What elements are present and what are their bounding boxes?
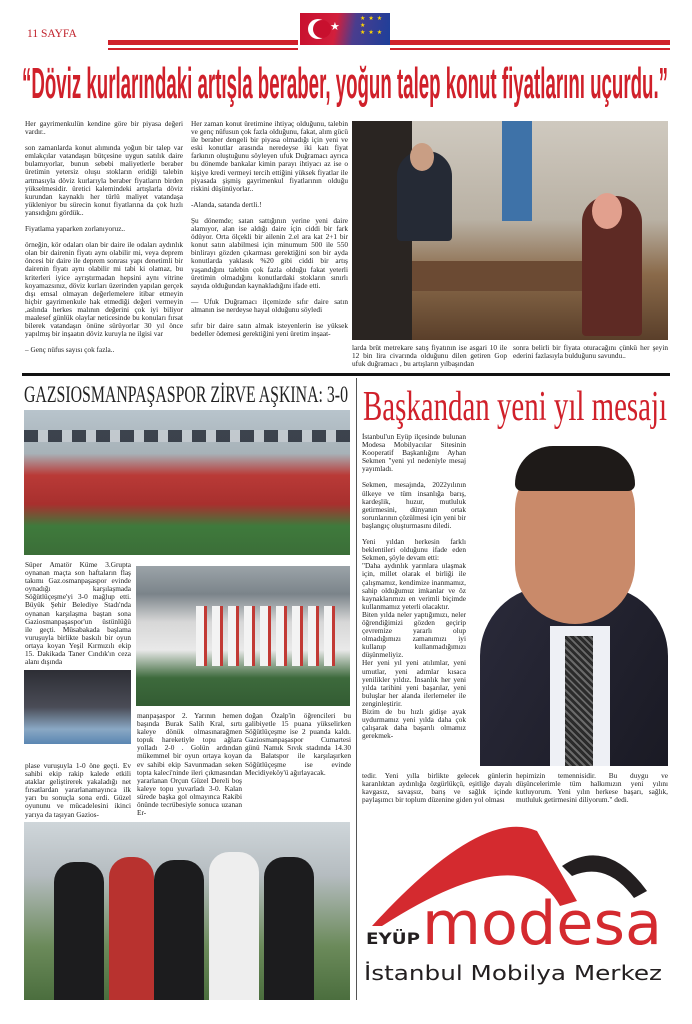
office-photo <box>352 121 668 340</box>
paragraph: Her gayrimenkulün kendine göre bir piyasa değeri vardır.. <box>25 119 183 137</box>
article1-col3: larda brüt metrekare satış fiyatının ise asgari 10 ile 12 bin lira civarında olduğunu dilen getiren Gop ufuk duğramacı , bu artışların yılbaşından <box>352 343 507 369</box>
article1-col2 <box>191 120 348 346</box>
header-rule <box>390 40 670 45</box>
sports-headline: GAZSIOSMANPAŞASPOR ZİRVE AŞKINA: 3-0 <box>24 382 348 407</box>
article1-col4: sonra belirli bir fiyata oturacağını çünkü her şeyin ederini fazlasıyla bulduğunu savundu.. <box>513 343 668 361</box>
column-divider <box>356 378 357 1000</box>
match-photo <box>136 566 350 706</box>
page-number: 11 SAYFA <box>27 28 77 40</box>
modesa-ad <box>362 826 668 1000</box>
paragraph: Biten yılda neler yaptığımızı, neler öğrendiğimizi gözden geçirip çevremize yararlı olup olmadığımızı zamanımızı iyi kullanıp kullanmadığımızı düşünmeliyiz. <box>362 609 466 660</box>
flag-logo: ★ ★★★ ★ ★★★ <box>300 13 390 45</box>
paragraph: İstanbul'un Eyüp ilçesinde bulunan Modesa Mobilyacılar Sitesinin Kooperatif Başkanlığını Ayhan Sekmen "yeni yıl nedeniyle mesaj yayımladı. <box>362 432 466 474</box>
header-rule <box>108 40 298 45</box>
portrait-photo <box>470 436 668 766</box>
sports-headline-svg <box>24 380 350 408</box>
paragraph: — Ufuk Duğramacı ilçemizde sıfır daire satın almanın ise nerdeyse hayal olduğunu söyledi <box>191 296 348 314</box>
article2-col2: plase vuruşuyla 1-0 öne geçti. Ev sahibi ekip rakip kalede etkili ataklar geliştirerek yakaladığı net fırsatlardan yararlanamayınca ilk yarı bu sonuçla sona erdi. Güzel oyununu ve mücadelesini ikinci yarıya da taşıyan Gazios- <box>25 761 131 819</box>
article2-col4: doğan Özalp'in öğrencileri bu galibiyetle 15 puana yükselirken Söğütlüçeşme ise 2 puanda kaldı. Gaziosmanpaşaspor Cumartesi günü Namık Sıvık stadında 14.30 da Balatspor ile karşılaşırken Söğütlüçeşme ise evinde Mecidiyeköy'ü ağırlayacak. <box>245 711 351 777</box>
paragraph: Her zaman konut üretimine ihtiyaç olduğunu, talebin ve genç nüfusun çok fazla olduğunu, fakat, alım gücü ile beraber dengeli bir piyasa olmadığı için yeni ve eski konutlar arasında neredeyse iki katı fiyat farkının oluştuğunu söyleyen ufuk Duğramacı ayrıca bu dönemde bankalar kimin parayı ihtiyacı az ise o kişiye kredi vermeyi tercih ettiğini yüksek fiyatlar ile piyasada şişmiş gayrimenkul fiyatlarının olduğu riskini düşünüyorlar.. <box>191 119 348 193</box>
team-photo <box>24 410 350 555</box>
article1-col1 <box>25 120 183 362</box>
article2-col3: manpaşaspor 2. Yarının hemen başında Burak Salih Kral, sırtı kaleye dönük olmasınarağmen topuk hareketiyle topu ağlara yolladı 2-0 . Golün ardından mükemmel bir oyun ortaya koyan ev sahibi ekip Savunmadan seken topta kaleci'ninde ileri çıkmasından yararlanan Orçun Güzel Dereli boş kaleye topu yuvarladı 3-0. Kalan sürede başka gol olmayınca Rakibi önünde tecrübesiyle sonuca uzanan Er- <box>137 711 242 818</box>
paragraph: Her yeni yıl yeni atılımlar, yeni umutlar, yeni adımlar kısaca yenilikler yıldız. İnsanlık her yeni yılda tarihini yeni başarılar, yeni buluşlar her alanda ilerlemeler ile zenginleştirir. <box>362 658 466 708</box>
modesa-arc-logo <box>362 826 668 1000</box>
brand-name: modesa <box>422 889 662 959</box>
paragraph: Yeni yıldan herkesin farklı beklentileri olduğunu ifade eden Sekmen, şöyle devam etti: <box>362 537 466 563</box>
article3-col1 <box>362 433 466 740</box>
article3-col1-cont: tedir. Yeni yılla birlikte gelecek günlerin karanlıktan aydınlığa özgürlükçü, eşitliğe dayalı kavgasız, savaşsız, barış ve sağlık içinde paylaşımcı bir toplum düzenine giden yol olması <box>362 771 512 805</box>
main-headline: “Döviz kurlarındaki artışla beraber, yoğun talep konut fiyatlarını uçurdu.” <box>22 59 668 108</box>
paragraph: örneğin, kör odaları olan bir daire ile odaları aydınlık olan bir dairenin fiyatı aynı olabilir mi, veya deprem öncesi bir daire ile deprem sonrası yapı denetimli bir dairenin fiyatı aynı olabilir mi tabi ki olamaz, bu kriterleri iyice ayrıştırmadan hepsini aynı vitrine koyamazsınız, döviz kurları üzerinden yapılan gerçek dışı emsal olmayan değerlemelere itibar etmeyin hiçbir gayrimenkule hak etmediği değeri vermeyin ,aslında herkes malının değerini çok iyi biliyor maalesef günlük olaylar neticesinde bu konuları fırsat bilerek vatandaşın önüne sürüyorlar 30 yıl önce yapılmış bir inşaatın döviz kuruyla ne ilgisi var <box>25 240 183 339</box>
paragraph: son zamanlarda konut alımında yoğun bir talep var emlakçılar vatandaşın bütçesine uygun satılık daire bulamıyorlar, bunun sebebi maliyetlerle beraber üretimin yetersiz oluşu stokların eridiği talebin artmasıyla döviz kurlarıyla beraber fiyatların birden yükselmesidir. üretici kalemindeki artışlarla döviz kurundan kaynaklı her türlü maliyet vatandaşa yükleniyor bu sürecin konut fiyatlarına da çok hızlı yansıdığını gördük.. <box>25 143 183 217</box>
message-headline: Başkandan yeni yıl mesajı <box>363 384 667 430</box>
paragraph: Şu dönemde; satan sattığının yerine yeni daire alamıyor, alan ise aldığı daire için ciddi bir fark ödüyor. Orta ölçekli bir ailenin 2.el ara kat 2+1 bir konut satın alabilmesi için minumum 500 ile 550 binlirayı gözden çıkarması gerektiğini son bir ayda konutlarda yaklasık %20 gibi ciddi bir artış yaşandığını talebin çok fazla olduğu fakat yeterli üretimin olmadığını konutlardaki stokların sınırlı sayıda olduğundan kaynakladığını ifade etti. <box>191 215 348 290</box>
article2-col1: Süper Amatör Küme 3.Grupta oynanan maçta son haftaların flaş takımı Gaz.osmanpaşaspor evinde oynadığı karşılaşmada Söğütlüçeşme'yi 3-0 mağlup etti. Büyük Şehir Belediye Stadı'nda oynanan karşılaşma baştan sona Gaziosmanpaşaspor'un üstünlüğü ile geçti. Müsabakada başlama vuruşuyla birlikte baskılı bir oyun ortaya koyan Yeşil Kırmızılı ekip 15. Dakikada Taner Cındık'ın ceza alanı dışında <box>25 560 131 667</box>
spectators-photo <box>24 670 131 744</box>
header-rule <box>390 48 670 50</box>
paragraph: sıfır bir daire satın almak isteyenlerin ise yüksek bedeller ödemesi gerektiğini yeni üretim inşaat- <box>191 320 348 339</box>
section-divider <box>22 373 670 376</box>
subheading: Fiyatlama yaparken zorlanıyoruz.. <box>25 224 126 234</box>
main-headline-svg <box>22 56 670 106</box>
header-rule <box>108 48 298 50</box>
message-headline-svg <box>363 380 669 430</box>
paragraph: "Daha aydınlık yarınlara ulaşmak için, millet olarak el birliği ile çalışmamız, kendimize inanmamız, sahip olduğumuz imkanlar ve öz kaynaklarımızı en verimli biçimde kullanmamız yeterli olacaktır. <box>362 561 466 611</box>
brand-prefix: EYÜP <box>366 929 421 948</box>
paragraph: Sekmen, mesajında, 2022yılının ülkeye ve tüm insanlığa barış, kardeşlik, huzur, mutluluk getirmesini, dünyanın ortak sorunlarının çözülmesi için yeni bir başlangıç oluşturmasını diledi. <box>362 480 466 530</box>
referees-photo <box>24 822 350 1000</box>
article3-col2: hepimizin temennisidir. Bu duygu ve düşüncelerimle tüm halkımızın yeni yılını kutluyorum. Yeni yılın herkese başarı, sağlık, mutluluk getirmesini diliyorum." dedi. <box>516 771 668 805</box>
paragraph: Bizim de bu hızlı gidişe ayak uydurmamız yeni yılda daha çok çalışarak daha başarılı olmamız gerekmek- <box>362 707 466 741</box>
brand-tagline: İstanbul Mobilya Merkez <box>364 961 662 985</box>
subheading: – Genç nüfus sayısı çok fazla.. <box>25 345 115 355</box>
subheading: -Alanda, satanda dertli.! <box>191 199 262 209</box>
